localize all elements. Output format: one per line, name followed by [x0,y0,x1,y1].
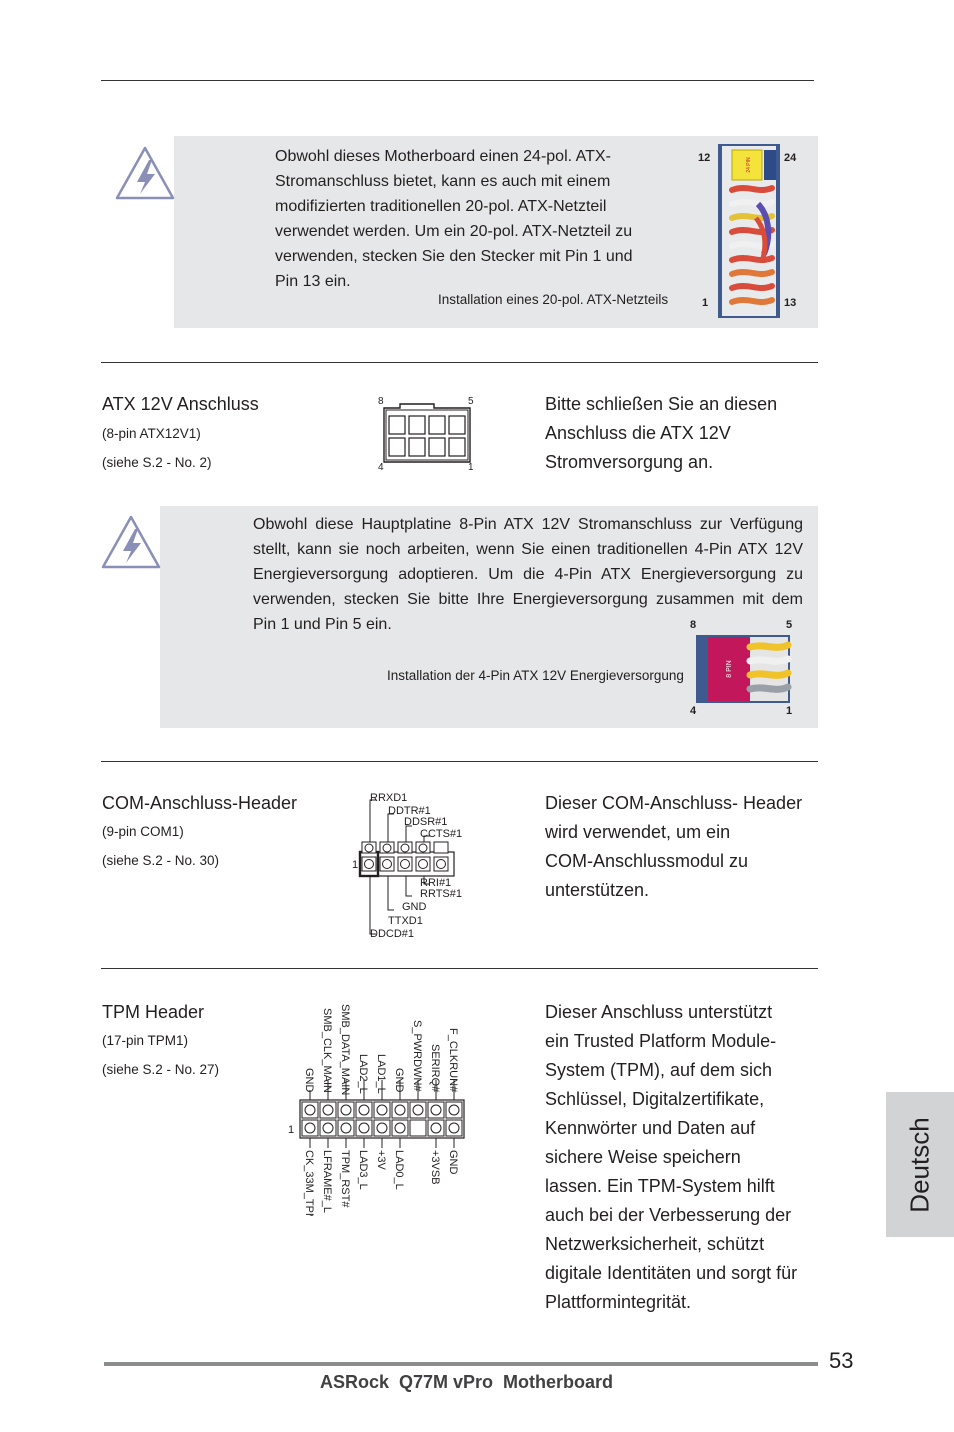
tpm-label-lframe: LFRAME#_L [321,1150,333,1213]
atx12v-pin-1: 1 [468,462,474,473]
atx12v-note-text: Obwohl diese Hauptplatine 8-Pin ATX 12V Stromanschluss zur Verfügung stellt, kann sie noch arbeiten, wenn Sie einen traditionellen 4-Pin ATX 12V Energieversorgung adoptieren. Um die 4-Pin ATX Energieversorgung zu verwenden, stecken Sie bitte Ihre Energieversorgung zusammen mit dem Pin 1 und Pin 5 ein. [253,516,803,633]
atx12v-note-caption: Installation der 4-Pin ATX 12V Energieversorgung [387,668,684,683]
atx-24pin-photo [698,144,808,320]
atx-pin-13: 13 [784,297,797,309]
com-label-ccts1: CCTS#1 [420,828,463,840]
com-sub2: (siehe S.2 - No. 30) [102,853,220,868]
tpm-label-smb-data-main: SMB_DATA_MAIN [339,1004,351,1096]
atx12v-diagram [376,394,480,474]
com-title: COM-Anschluss-Header [102,793,298,813]
atx12v-pin-5: 5 [468,396,474,407]
atx12v-sub1: (8-pin ATX12V1) [102,426,201,441]
atx12v-description: Bitte schließen Sie an diesen Anschluss die ATX 12V Stromversorgung an. [545,394,778,472]
tpm-label-serirq: SERIRQ# [429,1044,441,1093]
atx12v-8pin-photo [686,617,796,719]
tpm-label-gnd-top: GND [303,1068,315,1093]
section-rule-2 [101,761,818,762]
com-label-rrxd1: RRXD1 [370,792,408,804]
com-label-rri1: RRI#1 [420,877,452,889]
tpm-label-gnd-top-2: GND [393,1068,405,1093]
atx-pin-12: 12 [698,152,711,164]
com-label-rrts1: RRTS#1 [420,888,462,900]
tpm-label-lad2: LAD2_L [357,1054,369,1094]
com-label-gnd: GND [402,901,427,913]
tpm-sub2: (siehe S.2 - No. 27) [102,1062,220,1077]
warning-icon [113,144,177,202]
tpm-label-lad0: LAD0_L [393,1150,405,1190]
footer-rule [104,1362,818,1366]
atx-connector-label: 24 PIN [746,157,752,173]
com-sub1: (9-pin COM1) [102,824,184,839]
atx-note-text: Obwohl dieses Motherboard einen 24-pol. ATX- Stromanschluss bietet, kann es auch mit einem modifizierten traditionellen 20-pol. ATX-Netzteil verwendet werden. Um ein 20-pol. ATX-Netzteil zu verwenden, stecken Sie den Stecker mit Pin 1 und Pin 13 ein. [275,148,633,290]
tpm-label-tpm-rst: TPM_RST# [339,1150,351,1208]
language-tab [886,1092,954,1237]
atx12v-sub2: (siehe S.2 - No. 2) [102,455,212,470]
tpm-label-s-pwrdwn: S_PWRDWN# [411,1020,423,1092]
com-description: Dieser COM-Anschluss- Header wird verwendet, um ein COM-Anschlussmodul zu unterstützen. [545,793,803,900]
tpm-label-ck-33m-tpm: CK_33M_TPM [303,1150,315,1216]
atx-pin-1: 1 [702,297,709,309]
atx12v-title: ATX 12V Anschluss [102,394,259,414]
language-tab-label: Deutsch [904,1116,935,1213]
section-rule-3 [101,968,818,969]
warning-icon-2 [99,513,163,571]
tpm-label-lad3: LAD3_L [357,1150,369,1190]
tpm-label-gnd-bottom: GND [447,1150,459,1175]
tpm-label-smb-clk-main: SMB_CLK_MAIN [321,1008,333,1093]
tpm-title: TPM Header [102,1002,205,1022]
tpm-label-3vsb: +3VSB [429,1150,441,1185]
footer-model: ASRock Q77M vPro Motherboard [320,1372,614,1392]
com-header-diagram [348,788,478,940]
atx12v-note-pin-1: 1 [786,705,793,717]
page-number: 53 [829,1348,854,1373]
tpm-label-3v: +3V [375,1150,387,1170]
section-rule [101,362,818,363]
atx-pin-24: 24 [784,152,797,164]
atx12v-note-pin-4: 4 [690,705,697,717]
com-pin-1: 1 [352,859,359,871]
atx12v-pin-8: 8 [378,396,384,407]
com-label-ttxd1: TTXD1 [388,915,423,927]
tpm-pin-1: 1 [288,1124,295,1136]
atx12v-connector-label: 8 PIN [726,660,733,678]
top-rule [101,80,814,81]
com-label-ddtr1: DDTR#1 [388,805,431,817]
tpm-sub1: (17-pin TPM1) [102,1033,189,1048]
tpm-description: Dieser Anschluss unterstützt ein Trusted Platform Module- System (TPM), auf dem sich Schlüssel, Digitalzertifikate, Kennwörter und Daten auf sichere Weise speichern lassen. Ein TPM-System hilft auch bei der Verbesserung der Netzwerksicherheit, schützt digitale Identitäten und sorgt für Plattformintegrität. [545,1002,798,1312]
tpm-header-diagram [284,1000,474,1216]
com-label-ddcd1: DDCD#1 [370,928,415,940]
com-label-ddsr1: DDSR#1 [404,816,448,828]
atx12v-pin-4: 4 [378,462,384,473]
tpm-label-lad1: LAD1_L [375,1054,387,1094]
tpm-label-f-clkrun: F_CLKRUN# [447,1028,459,1093]
atx12v-note-pin-5: 5 [786,619,793,631]
atx12v-note-pin-8: 8 [690,619,697,631]
atx-note-caption: Installation eines 20-pol. ATX-Netzteils [438,292,669,307]
